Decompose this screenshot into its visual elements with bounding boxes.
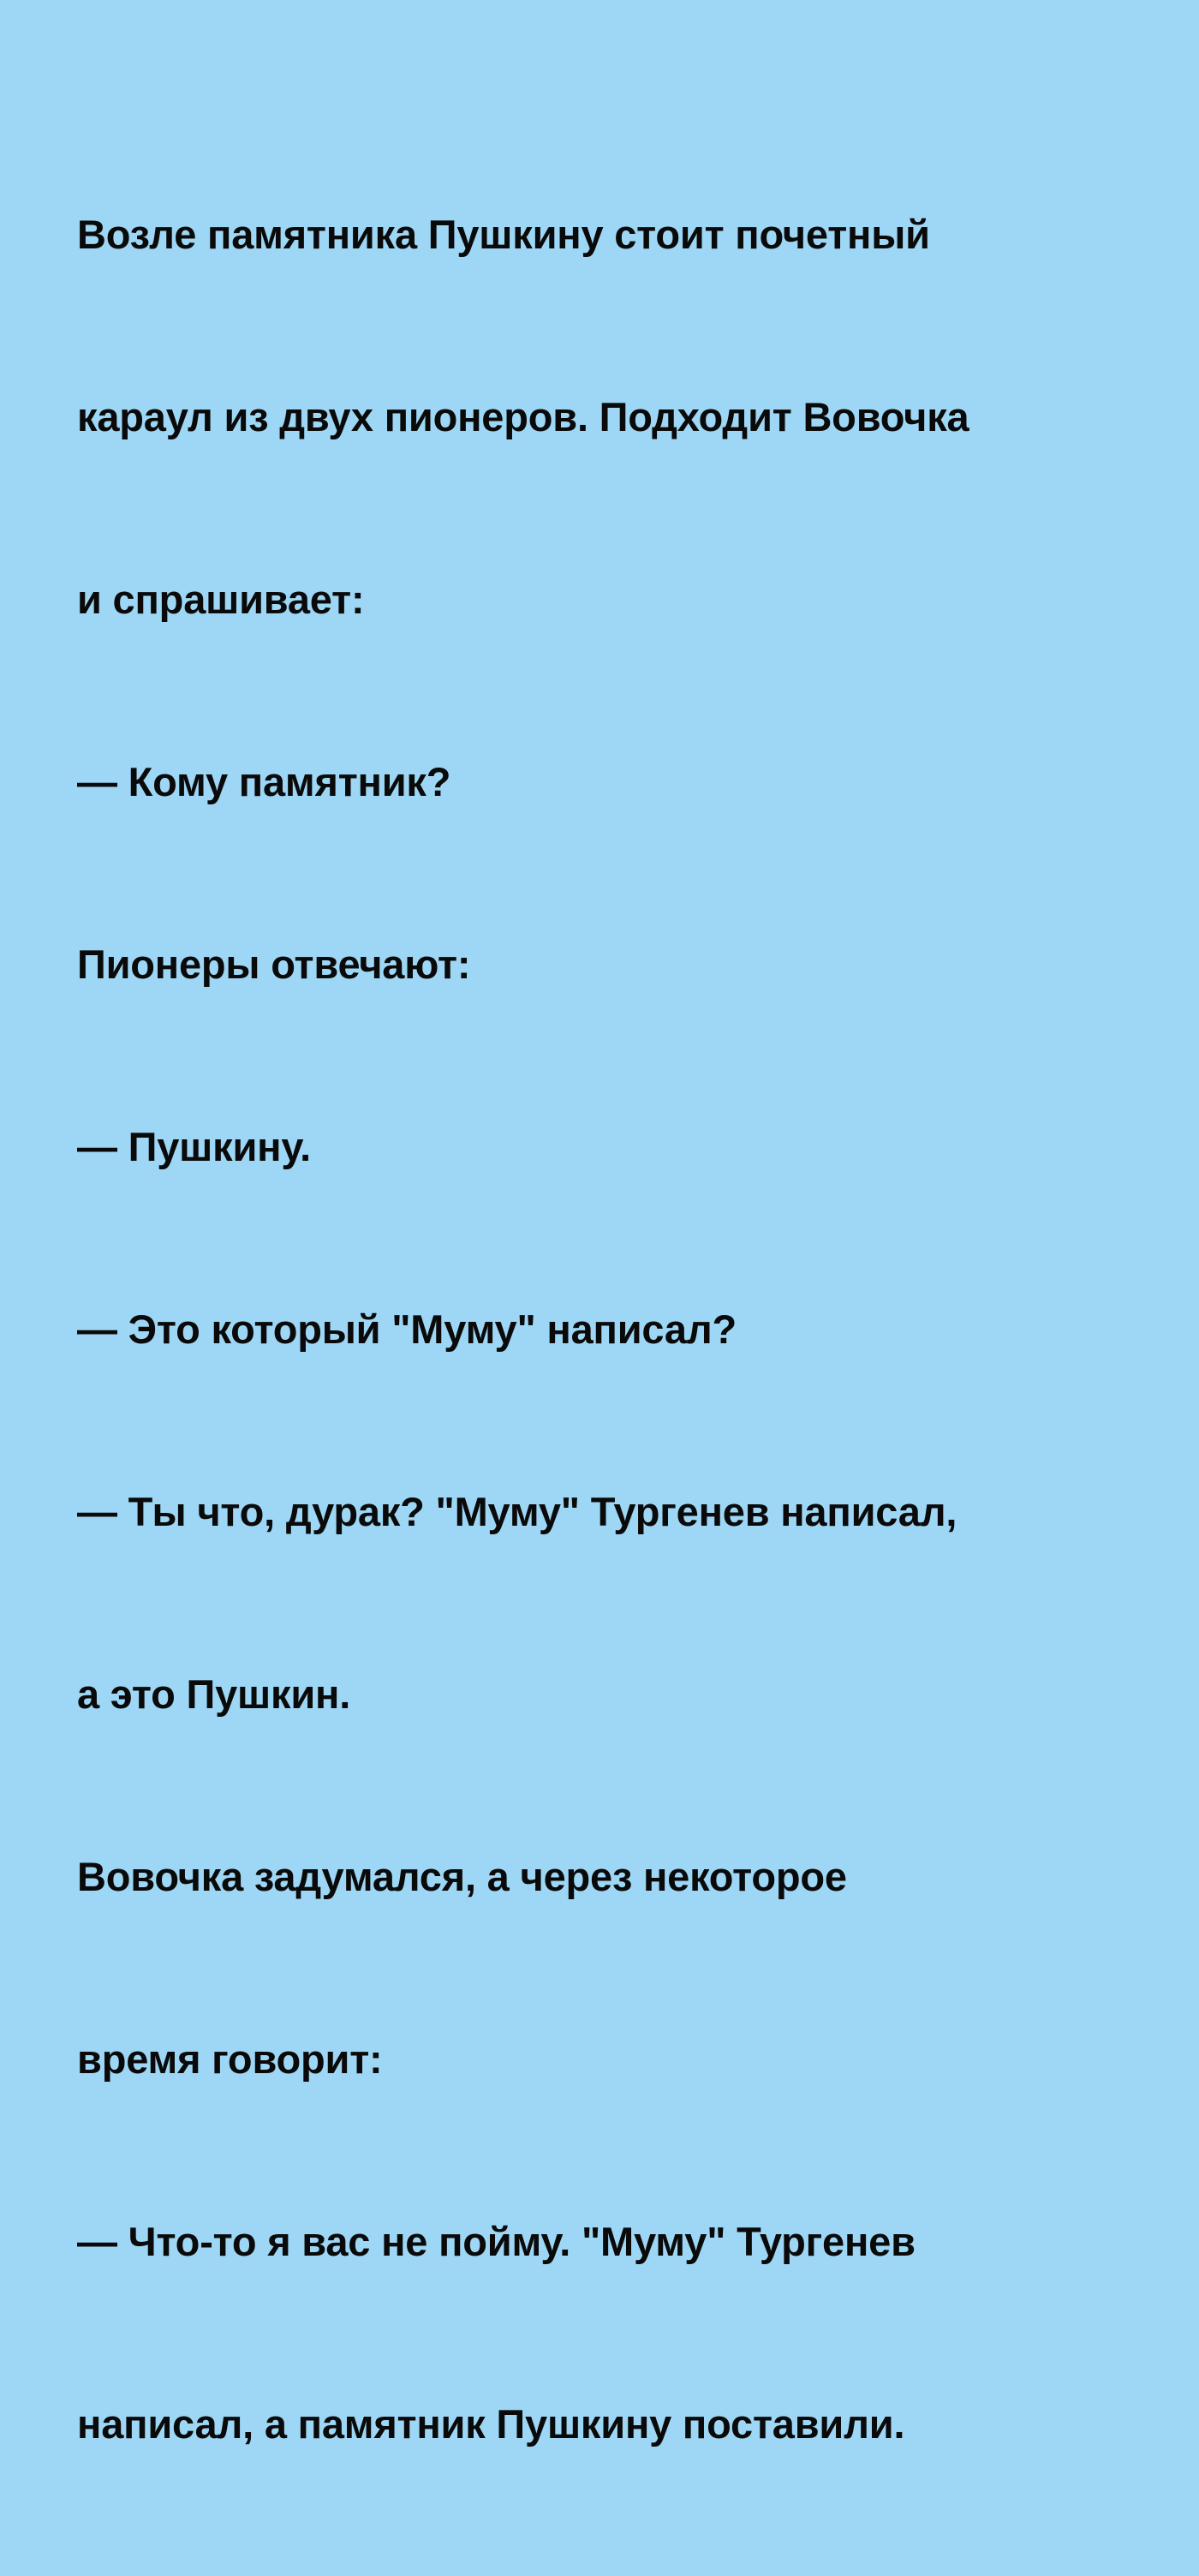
joke-line: — Это который "Муму" написал? bbox=[77, 1306, 737, 1352]
joke-line: — Ты что, дурак? "Муму" Тургенев написал, bbox=[77, 1489, 957, 1534]
joke-line: караул из двух пионеров. Подходит Вовочка bbox=[77, 394, 969, 439]
joke-line: время говорит: bbox=[77, 2036, 383, 2082]
joke-line: — Пушкину. bbox=[77, 1124, 312, 1169]
joke-line: — Что-то я вас не пойму. "Муму" Тургенев bbox=[77, 2219, 916, 2264]
joke-line: Пионеры отвечают: bbox=[77, 941, 471, 987]
joke-text-block bbox=[77, 82, 1122, 2576]
joke-line: написал, а памятник Пушкину поставили. bbox=[77, 2401, 905, 2447]
joke-line: Вовочка задумался, а через некоторое bbox=[77, 1854, 847, 1899]
joke-line: Возле памятника Пушкину стоит почетный bbox=[77, 212, 930, 257]
joke-line: и спрашивает: bbox=[77, 577, 365, 622]
joke-line: — Кому памятник? bbox=[77, 759, 451, 804]
joke-line: а это Пушкин. bbox=[77, 1671, 351, 1717]
